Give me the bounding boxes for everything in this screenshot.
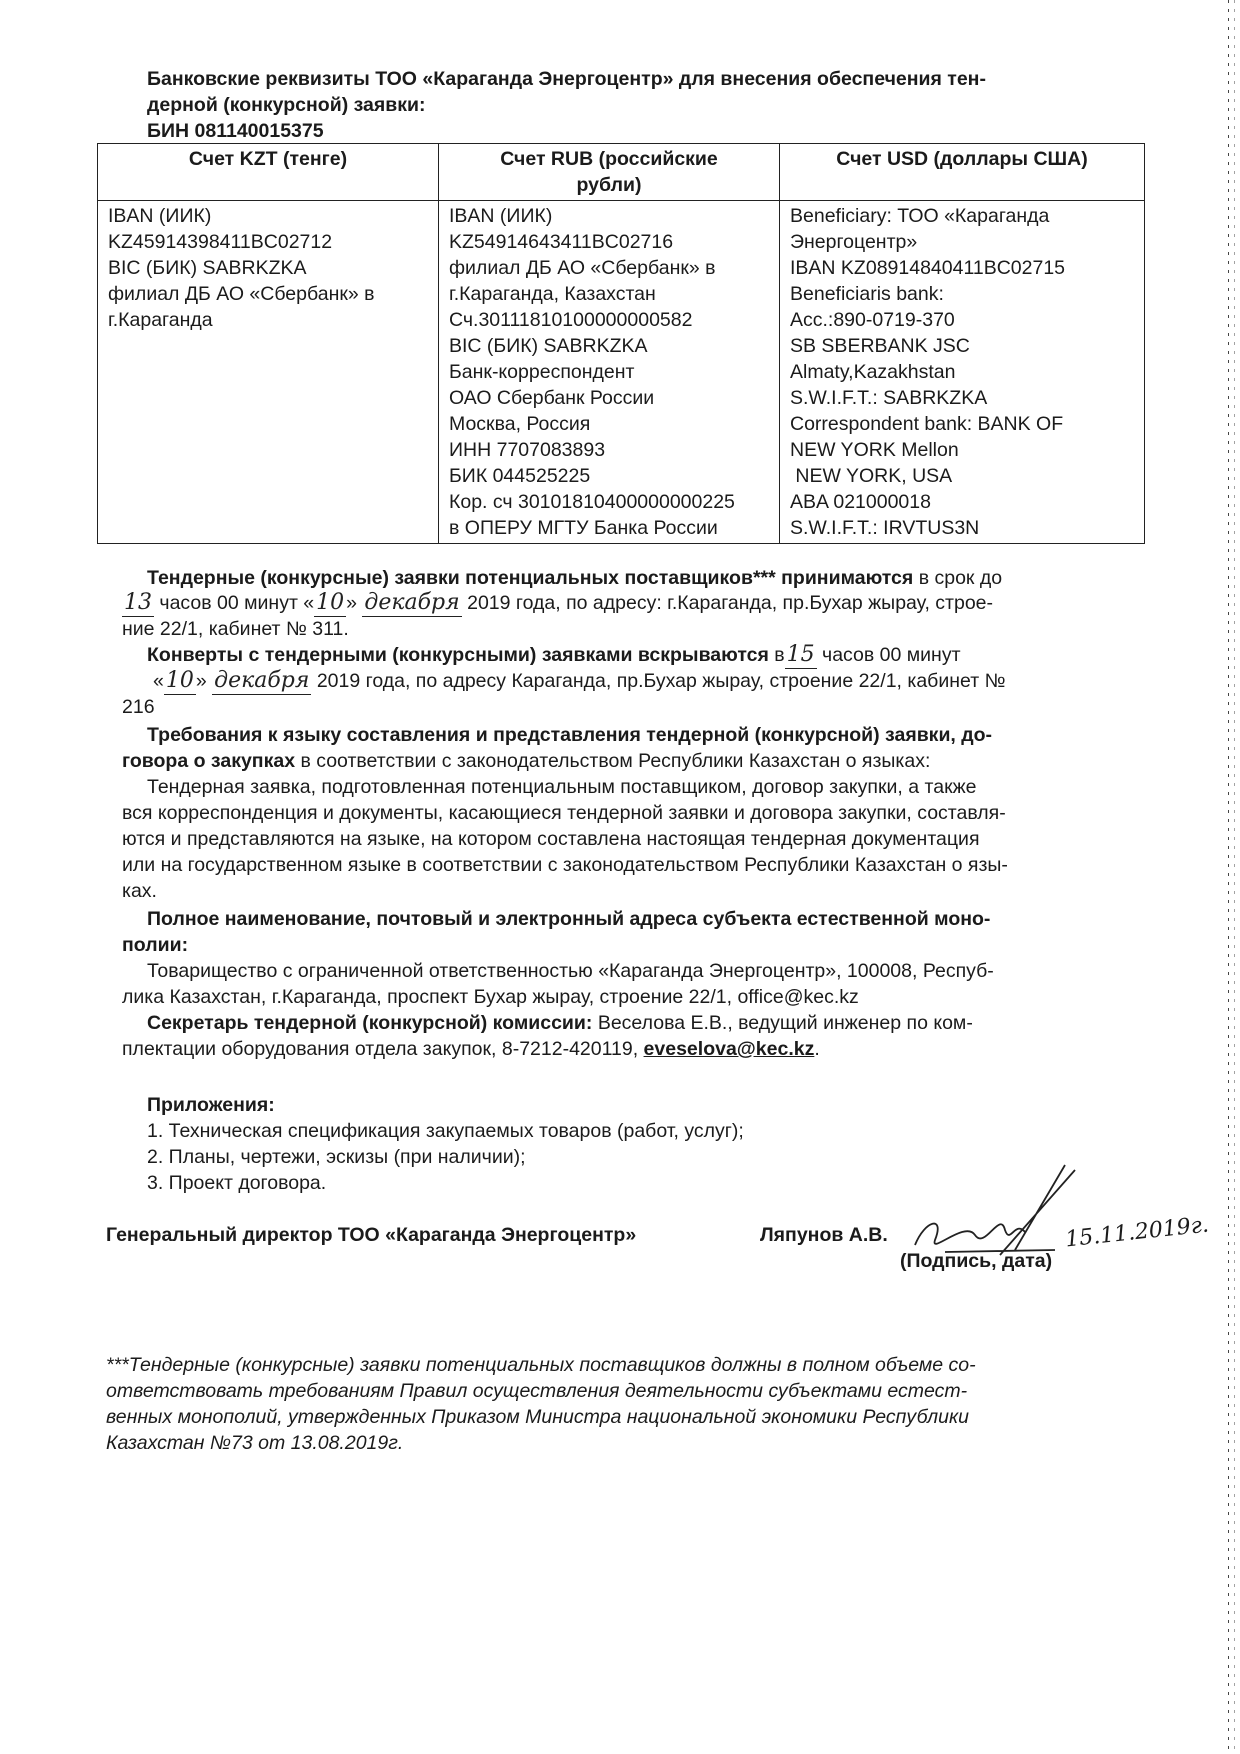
language-body: или на государственном языке в соответствии с законодательством Республики Казахстан о язы-	[122, 854, 1008, 876]
cell-usd	[780, 201, 1145, 544]
bin-number: БИН 081140015375	[147, 120, 324, 142]
kzt-line: IBAN (ИИК)	[108, 205, 212, 227]
kzt-line: KZ45914398411BC02712	[108, 231, 333, 253]
tender-deadline-bold: Тендерные (конкурсные) заявки потенциальных поставщиков*** принимаются	[147, 567, 914, 589]
usd-line: SB SBERBANK JSC	[790, 335, 970, 357]
envelopes-line3: 216	[122, 696, 155, 718]
handwritten-day: 10	[316, 590, 345, 615]
secretary-text: Веселова Е.В., ведущий инженер по ком-	[592, 1012, 973, 1034]
scan-edge-line	[1228, 0, 1229, 1754]
page-title	[147, 66, 1137, 144]
kzt-line: филиал ДБ АО «Сбербанк» в	[108, 283, 375, 305]
secretary-email-link[interactable]: eveselova@kec.kz	[643, 1038, 815, 1060]
footnote-line: Казахстан №73 от 13.08.2019г.	[106, 1432, 404, 1454]
monopoly-body: Товарищество с ограниченной ответственностью «Караганда Энергоцентр», 100008, Респуб-	[147, 960, 994, 982]
rub-line: Банк-корреспондент	[449, 361, 635, 383]
language-body: ках.	[122, 880, 157, 902]
footnote-line: венных монополий, утвержденных Приказом Министра национальной экономики Республики	[106, 1406, 969, 1428]
language-heading-bold: говора о закупках	[122, 750, 296, 772]
usd-line: Beneficiary: ТОО «Караганда	[790, 205, 1050, 227]
handwritten-month: декабря	[364, 590, 460, 615]
secretary-line2	[122, 1036, 820, 1062]
kzt-line: г.Караганда	[108, 309, 213, 331]
rub-line: Сч.30111810100000000582	[449, 309, 693, 331]
handwritten-hour: 13	[124, 590, 152, 615]
cell-kzt	[98, 201, 439, 544]
language-body: Тендерная заявка, подготовленная потенциальным поставщиком, договор закупки, а также	[147, 776, 977, 798]
kzt-line: BIC (БИК) SABRKZKA	[108, 257, 307, 279]
header-kzt: Счет KZT (тенге)	[98, 144, 439, 201]
usd-line: S.W.I.F.T.: IRVTUS3N	[790, 517, 980, 539]
tender-deadline-line2	[122, 590, 1142, 617]
header-rub-line: рубли)	[576, 174, 642, 196]
header-usd: Счет USD (доллары США)	[780, 144, 1145, 201]
envelopes-bold: Конверты с тендерными (конкурсными) заявками вскрываются	[147, 644, 769, 666]
footnote-line: ответствовать требованиям Правил осуществления деятельности субъектами естест-	[106, 1380, 968, 1402]
tender-deadline-text: в срок до	[913, 567, 1003, 589]
director-position: Генеральный директор ТОО «Караганда Энергоцентр»	[106, 1224, 637, 1246]
tender-deadline-text: часов 00 минут «	[154, 592, 315, 614]
handwritten-day: 10	[165, 668, 194, 693]
tender-deadline-line3: ние 22/1, кабинет № 311.	[122, 618, 349, 640]
language-body: ются и представляются на языке, на котором составлена настоящая тендерная документация	[122, 828, 980, 850]
tender-deadline-text: »	[346, 592, 363, 614]
appendix-title: Приложения:	[147, 1094, 275, 1116]
usd-line: Correspondent bank: BANK OF	[790, 413, 1064, 435]
tender-deadline-paragraph	[147, 565, 1137, 591]
director-name: Ляпунов А.В.	[760, 1224, 888, 1246]
language-heading: Требования к языку составления и представления тендерной (конкурсной) заявки, до-	[147, 724, 993, 746]
monopoly-heading: Полное наименование, почтовый и электронный адреса субъекта естественной моно-	[147, 908, 991, 930]
secretary-line	[147, 1010, 973, 1036]
handwritten-month: декабря	[214, 668, 310, 693]
header-rub	[439, 144, 780, 201]
envelopes-text: в	[768, 644, 785, 666]
rub-line: IBAN (ИИК)	[449, 205, 553, 227]
footnote-line: ***Тендерные (конкурсные) заявки потенциальных поставщиков должны в полном объеме со-	[106, 1354, 976, 1376]
rub-line: KZ54914643411BC02716	[449, 231, 674, 253]
envelopes-text: 2019 года, по адресу Караганда, пр.Бухар жырау, строение 22/1, кабинет №	[311, 670, 1006, 692]
usd-line: ABA 021000018	[790, 491, 931, 513]
title-line: дерной (конкурсной) заявки:	[147, 94, 426, 116]
usd-line: NEW YORK, USA	[790, 465, 953, 487]
table-body-row	[98, 201, 1145, 544]
usd-line: IBAN KZ08914840411BC02715	[790, 257, 1066, 279]
cell-rub	[439, 201, 780, 544]
usd-line: Энергоцентр»	[790, 231, 918, 253]
rub-line: Москва, Россия	[449, 413, 591, 435]
secretary-label: Секретарь тендерной (конкурсной) комиссии:	[147, 1012, 593, 1034]
language-heading-text: в соответствии с законодательством Республики Казахстан о языках:	[295, 750, 931, 772]
handwritten-hour: 15	[786, 642, 815, 667]
table-header-row	[98, 144, 1145, 201]
envelopes-line2	[153, 668, 1143, 695]
rub-line: ИНН 7707083893	[449, 439, 606, 461]
secretary-text: .	[814, 1038, 820, 1060]
handwritten-date: 15.11.2019г.	[1064, 1212, 1210, 1253]
usd-line: Beneficiaris bank:	[790, 283, 944, 305]
tender-deadline-text: 2019 года, по адресу: г.Караганда, пр.Бухар жырау, строе-	[461, 592, 994, 614]
rub-line: Кор. сч 30101810400000000225	[449, 491, 735, 513]
signature-caption: (Подпись, дата)	[900, 1250, 1053, 1272]
rub-line: г.Караганда, Казахстан	[449, 283, 656, 305]
envelopes-paragraph	[147, 642, 1137, 669]
usd-line: Almaty,Kazakhstan	[790, 361, 956, 383]
header-rub-line: Счет RUB (российские	[500, 148, 718, 170]
envelopes-text: »	[195, 670, 213, 692]
appendix-item: 3. Проект договора.	[147, 1172, 327, 1194]
rub-line: филиал ДБ АО «Сбербанк» в	[449, 257, 716, 279]
appendix-item: 2. Планы, чертежи, эскизы (при наличии);	[147, 1146, 526, 1168]
rub-line: ОАО Сбербанк России	[449, 387, 655, 409]
usd-line: NEW YORK Mellon	[790, 439, 959, 461]
rub-line: BIC (БИК) SABRKZKA	[449, 335, 648, 357]
usd-line: S.W.I.F.T.: SABRKZKA	[790, 387, 988, 409]
envelopes-text: «	[153, 670, 164, 692]
envelopes-text: часов 00 минут	[816, 644, 961, 666]
rub-line: БИК 044525225	[449, 465, 591, 487]
language-body: вся корреспонденция и документы, касающиеся тендерной заявки и договора закупки, составля-	[122, 802, 1006, 824]
usd-line: Acc.:890-0719-370	[790, 309, 955, 331]
scan-edge-line	[1234, 0, 1235, 1754]
monopoly-heading: полии:	[122, 934, 189, 956]
language-heading-line2	[122, 748, 930, 774]
bank-accounts-table	[97, 143, 1145, 544]
secretary-text: плектации оборудования отдела закупок, 8-7212-420119,	[122, 1038, 644, 1060]
appendix-item: 1. Техническая спецификация закупаемых товаров (работ, услуг);	[147, 1120, 744, 1142]
monopoly-body: лика Казахстан, г.Караганда, проспект Бухар жырау, строение 22/1, office@kec.kz	[122, 986, 859, 1008]
rub-line: в ОПЕРУ МГТУ Банка России	[449, 517, 718, 539]
title-line: Банковские реквизиты ТОО «Караганда Энергоцентр» для внесения обеспечения тен-	[147, 68, 986, 90]
